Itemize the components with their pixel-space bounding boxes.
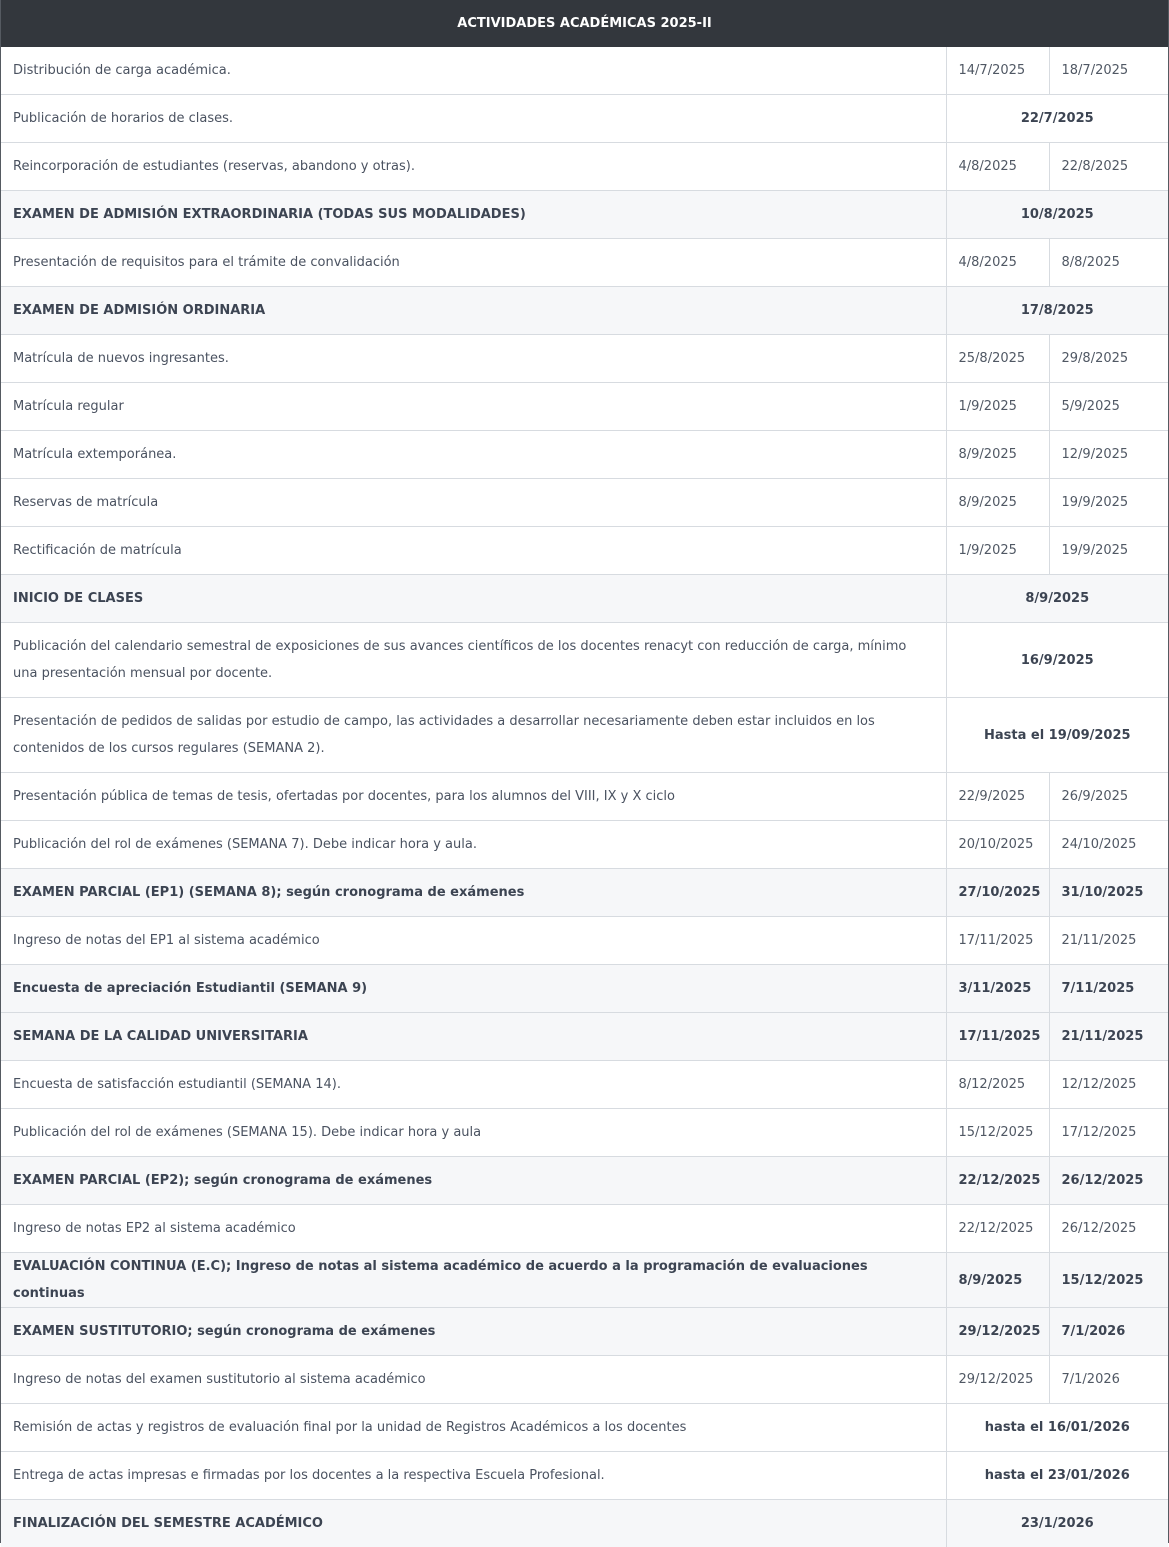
activity-cell: Publicación del rol de exámenes (SEMANA 7). Debe indicar hora y aula. — [1, 821, 946, 869]
end-date-cell: 7/1/2026 — [1049, 1308, 1168, 1356]
start-date-cell: 4/8/2025 — [946, 143, 1049, 191]
date-cell: 22/7/2025 — [946, 95, 1168, 143]
table-row — [1, 1205, 1168, 1253]
table-row — [1, 1013, 1168, 1061]
end-date-cell: 21/11/2025 — [1049, 917, 1168, 965]
end-date-cell: 7/11/2025 — [1049, 965, 1168, 1013]
activity-cell: EXAMEN PARCIAL (EP1) (SEMANA 8); según cronograma de exámenes — [1, 869, 946, 917]
activity-cell: EXAMEN DE ADMISIÓN EXTRAORDINARIA (TODAS SUS MODALIDADES) — [1, 191, 946, 239]
table-row — [1, 623, 1168, 698]
activity-cell: Rectificación de matrícula — [1, 527, 946, 575]
activity-cell: Ingreso de notas del examen sustitutorio al sistema académico — [1, 1356, 946, 1404]
table-row — [1, 287, 1168, 335]
date-cell: 16/9/2025 — [946, 623, 1168, 698]
table-body — [1, 47, 1168, 1547]
table-row — [1, 575, 1168, 623]
table-row — [1, 869, 1168, 917]
activity-cell: Publicación del rol de exámenes (SEMANA 15). Debe indicar hora y aula — [1, 1109, 946, 1157]
table-row — [1, 335, 1168, 383]
start-date-cell: 20/10/2025 — [946, 821, 1049, 869]
table-title: ACTIVIDADES ACADÉMICAS 2025-II — [1, 0, 1168, 47]
activity-cell: Presentación pública de temas de tesis, ofertadas por docentes, para los alumnos del VIII, IX y X ciclo — [1, 773, 946, 821]
table-row — [1, 47, 1168, 95]
end-date-cell: 26/12/2025 — [1049, 1157, 1168, 1205]
activity-cell: Remisión de actas y registros de evaluación final por la unidad de Registros Académicos a los docentes — [1, 1404, 946, 1452]
end-date-cell: 5/9/2025 — [1049, 383, 1168, 431]
table-row — [1, 1404, 1168, 1452]
activity-cell: FINALIZACIÓN DEL SEMESTRE ACADÉMICO — [1, 1500, 946, 1547]
table-row — [1, 431, 1168, 479]
date-cell: 17/8/2025 — [946, 287, 1168, 335]
activity-cell: EXAMEN SUSTITUTORIO; según cronograma de exámenes — [1, 1308, 946, 1356]
start-date-cell: 29/12/2025 — [946, 1356, 1049, 1404]
start-date-cell: 22/9/2025 — [946, 773, 1049, 821]
end-date-cell: 18/7/2025 — [1049, 47, 1168, 95]
table-row — [1, 143, 1168, 191]
table-row — [1, 1061, 1168, 1109]
end-date-cell: 17/12/2025 — [1049, 1109, 1168, 1157]
start-date-cell: 17/11/2025 — [946, 917, 1049, 965]
activity-cell: Ingreso de notas EP2 al sistema académico — [1, 1205, 946, 1253]
end-date-cell: 15/12/2025 — [1049, 1253, 1168, 1308]
table-row — [1, 191, 1168, 239]
start-date-cell: 4/8/2025 — [946, 239, 1049, 287]
activity-cell: Reincorporación de estudiantes (reservas, abandono y otras). — [1, 143, 946, 191]
activity-cell: Presentación de requisitos para el trámite de convalidación — [1, 239, 946, 287]
table-row — [1, 1109, 1168, 1157]
activity-cell: Encuesta de satisfacción estudiantil (SEMANA 14). — [1, 1061, 946, 1109]
start-date-cell: 27/10/2025 — [946, 869, 1049, 917]
start-date-cell: 1/9/2025 — [946, 383, 1049, 431]
start-date-cell: 14/7/2025 — [946, 47, 1049, 95]
table-row — [1, 1452, 1168, 1500]
activity-cell: Matrícula de nuevos ingresantes. — [1, 335, 946, 383]
activity-cell: Presentación de pedidos de salidas por estudio de campo, las actividades a desarrollar necesariamente deben estar incluidos en los contenidos de los cursos regulares (SEMANA 2). — [1, 698, 946, 773]
date-cell: hasta el 23/01/2026 — [946, 1452, 1168, 1500]
end-date-cell: 7/1/2026 — [1049, 1356, 1168, 1404]
table-row — [1, 821, 1168, 869]
start-date-cell: 1/9/2025 — [946, 527, 1049, 575]
start-date-cell: 3/11/2025 — [946, 965, 1049, 1013]
table-row — [1, 773, 1168, 821]
start-date-cell: 8/12/2025 — [946, 1061, 1049, 1109]
start-date-cell: 15/12/2025 — [946, 1109, 1049, 1157]
activity-cell: EXAMEN DE ADMISIÓN ORDINARIA — [1, 287, 946, 335]
date-cell: Hasta el 19/09/2025 — [946, 698, 1168, 773]
table-row — [1, 1308, 1168, 1356]
activity-cell: Distribución de carga académica. — [1, 47, 946, 95]
activity-cell: Reservas de matrícula — [1, 479, 946, 527]
end-date-cell: 26/9/2025 — [1049, 773, 1168, 821]
start-date-cell: 29/12/2025 — [946, 1308, 1049, 1356]
end-date-cell: 12/9/2025 — [1049, 431, 1168, 479]
activity-cell: EVALUACIÓN CONTINUA (E.C); Ingreso de notas al sistema académico de acuerdo a la programación de evaluaciones continuas — [1, 1253, 946, 1308]
end-date-cell: 21/11/2025 — [1049, 1013, 1168, 1061]
table-row — [1, 917, 1168, 965]
table-header-row — [1, 0, 1168, 47]
table-row — [1, 965, 1168, 1013]
start-date-cell: 8/9/2025 — [946, 1253, 1049, 1308]
date-cell: 10/8/2025 — [946, 191, 1168, 239]
end-date-cell: 12/12/2025 — [1049, 1061, 1168, 1109]
start-date-cell: 17/11/2025 — [946, 1013, 1049, 1061]
end-date-cell: 22/8/2025 — [1049, 143, 1168, 191]
activity-cell: Entrega de actas impresas e firmadas por los docentes a la respectiva Escuela Profesional. — [1, 1452, 946, 1500]
date-cell: 8/9/2025 — [946, 575, 1168, 623]
activity-cell: INICIO DE CLASES — [1, 575, 946, 623]
date-cell: 23/1/2026 — [946, 1500, 1168, 1547]
activity-cell: Encuesta de apreciación Estudiantil (SEMANA 9) — [1, 965, 946, 1013]
end-date-cell: 19/9/2025 — [1049, 527, 1168, 575]
table-row — [1, 1500, 1168, 1547]
academic-calendar-table — [1, 0, 1168, 1547]
table-row — [1, 1157, 1168, 1205]
end-date-cell: 29/8/2025 — [1049, 335, 1168, 383]
activity-cell: Publicación de horarios de clases. — [1, 95, 946, 143]
activity-cell: SEMANA DE LA CALIDAD UNIVERSITARIA — [1, 1013, 946, 1061]
end-date-cell: 19/9/2025 — [1049, 479, 1168, 527]
activity-cell: EXAMEN PARCIAL (EP2); según cronograma de exámenes — [1, 1157, 946, 1205]
start-date-cell: 8/9/2025 — [946, 479, 1049, 527]
table-row — [1, 239, 1168, 287]
table-row — [1, 698, 1168, 773]
table-row — [1, 1356, 1168, 1404]
table-row — [1, 479, 1168, 527]
end-date-cell: 24/10/2025 — [1049, 821, 1168, 869]
date-cell: hasta el 16/01/2026 — [946, 1404, 1168, 1452]
activity-cell: Publicación del calendario semestral de exposiciones de sus avances científicos de los docentes renacyt con reducción de carga, mínimo una presentación mensual por docente. — [1, 623, 946, 698]
table-row — [1, 383, 1168, 431]
activity-cell: Ingreso de notas del EP1 al sistema académico — [1, 917, 946, 965]
table-row — [1, 95, 1168, 143]
end-date-cell: 31/10/2025 — [1049, 869, 1168, 917]
start-date-cell: 22/12/2025 — [946, 1157, 1049, 1205]
end-date-cell: 26/12/2025 — [1049, 1205, 1168, 1253]
start-date-cell: 25/8/2025 — [946, 335, 1049, 383]
end-date-cell: 8/8/2025 — [1049, 239, 1168, 287]
activity-cell: Matrícula regular — [1, 383, 946, 431]
start-date-cell: 8/9/2025 — [946, 431, 1049, 479]
table-row — [1, 527, 1168, 575]
activity-cell: Matrícula extemporánea. — [1, 431, 946, 479]
start-date-cell: 22/12/2025 — [946, 1205, 1049, 1253]
table-row — [1, 1253, 1168, 1308]
